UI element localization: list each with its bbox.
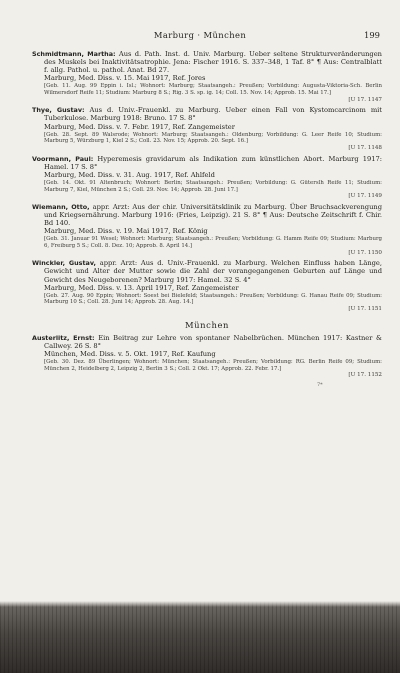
entry-title: appr. Arzt: Aus der chir. Universitätsklinik zu Marburg. Über Bruchsackverengung und Kriegsernährung. Marburg 1916: (Fries, Leipzig). 21 S. 8° ¶ Aus: Deutsche Zeitschrift f. Chir. Bd 140. <box>44 202 382 228</box>
catalog-code: [U 17. 1149 <box>348 193 382 200</box>
page-content <box>32 50 382 388</box>
biographical-details: [Geb. 27. Aug. 90 Eppin; Wohnort: Soest bei Bielefeld; Staatsangeh.: Preußen; Vorbildung: G. Hanau Reife 09; Studium: Marburg 10 S.; Coll. 28. Juni 14; Approb. 28. Aug. 14.] <box>44 292 382 306</box>
author-name: Wiemann, Otto, <box>32 202 90 211</box>
section-heading: München <box>185 319 229 330</box>
author-name: Voormann, Paul: <box>32 154 94 163</box>
catalog-code: [U 17. 1147 <box>348 96 382 103</box>
bibliography-entry <box>32 334 382 379</box>
author-name: Austerlitz, Ernst: <box>32 333 95 342</box>
entry-citation <box>32 334 382 350</box>
page-header <box>0 30 400 44</box>
author-name: Schmidtmann, Martha: <box>32 50 116 58</box>
dissertation-line: Marburg, Med. Diss. v. 15. Mai 1917, Ref. Jores <box>44 74 206 83</box>
author-name: Thye, Gustav: <box>32 106 85 115</box>
catalog-code: [U 17. 1151 <box>348 306 382 313</box>
page-number: 199 <box>364 30 380 40</box>
page-signature-mark: 7* <box>317 381 323 388</box>
entry-title: appr. Arzt: Aus d. Univ.-Frauenkl. zu Marburg. Welchen Einfluss haben Länge, Gewicht und Alter der Mutter sowie die Zahl der vorangegangenen Geburten auf Länge und Gewicht des Neugeborenen? Marburg 1917: Hamel. 32 S. 4° <box>44 259 382 284</box>
catalog-code: [U 17. 1150 <box>348 249 382 256</box>
dissertation-line: Marburg, Med. Diss. v. 13. April 1917, Ref. Zangemeister <box>44 283 239 292</box>
catalog-code: [U 17. 1148 <box>348 145 382 152</box>
entry-citation <box>32 50 382 74</box>
entry-citation <box>32 106 382 122</box>
biographical-details: [Geb. 14. Okt. 91 Altenbruch; Wohnort: Berlin; Staatsangeh.: Preußen; Vorbildung: G. Güterslh Reife 11; Studium: Marburg 7, Kiel, München 2 S.; Coll. 29. Nov. 14; Approb. 28. Juni 17.] <box>44 179 382 193</box>
bibliography-entry <box>32 155 382 200</box>
edge-shade <box>0 601 400 607</box>
biographical-details: [Geb. 30. Dez. 89 Überlingen; Wohnort: München; Staatsangeh.: Preußen; Vorbildung: RG. Berlin Reife 09; Studium: München 2, Heidelberg 2, Leipzig 2, Berlin 3 S.; Coll. 2 Okt. 17; Approb. 22. Febr. 17.] <box>44 358 382 372</box>
running-head: Marburg · München <box>153 30 247 40</box>
dissertation-line: Marburg, Med. Diss. v. 31. Aug. 1917, Ref. Ahlfeld <box>44 170 215 179</box>
bibliography-entry <box>32 259 382 312</box>
bibliography-entry <box>32 106 382 151</box>
dissertation-line: Marburg, Med. Diss. v. 19. Mai 1917, Ref. König <box>44 227 208 236</box>
entry-citation <box>32 155 382 171</box>
entry-citation <box>32 259 382 283</box>
dissertation-line: Marburg, Med. Diss. v. 7. Febr. 1917, Ref. Zangemeister <box>44 122 235 131</box>
bibliography-entry <box>32 50 382 103</box>
bibliography-entry <box>32 203 382 256</box>
author-name: Winckler, Gustav, <box>32 259 96 268</box>
entry-title: Aus d. Univ.-Frauenkl. zu Marburg. Ueber einen Fall von Kystomcarcinom mit Tuberkulose. Marburg 1918: Bruno. 17 S. 8° <box>44 106 382 123</box>
dissertation-line: München, Med. Diss. v. 5. Okt. 1917, Ref. Kaufung <box>44 349 216 358</box>
scan-bottom-edge <box>0 601 400 673</box>
catalog-code: [U 17. 1152 <box>348 372 382 379</box>
entry-title: Aus d. Path. Inst. d. Univ. Marburg. Ueber seltene Strukturveränderungen des Muskels bei Inaktivitätsatrophie. Jena: Fischer 1916. S. 337–348, 1 Taf. 8° ¶ Aus: Centralblatt f. allg. Pathol. u. pathol. Anat. Bd 27. <box>44 50 382 75</box>
entry-title: Ein Beitrag zur Lehre von spontaner Nabelbrüchen. München 1917: Kastner & Callwey. 26 S. 8° <box>44 333 382 350</box>
entry-title: Hyperemesis gravidarum als Indikation zum künstlichen Abort. Marburg 1917: Hamel. 17 S. 8° <box>44 154 382 171</box>
biographical-details: [Geb. 11. Aug. 99 Eppin i. Isl.; Wohnort: Marburg; Staatsangeh.: Preußen; Vorbildung: Augusta-Viktoria-Sch. Berlin Wilmersdorf Reife 11; Studium: Marburg 8 S.; Rig. 3 S. sp. ig. 14; Coll. 15. Nov. 14; Approb. 15. Mai 17.] <box>44 83 382 97</box>
biographical-details: [Geb. 28. Sept. 89 Walsrode; Wohnort: Marburg; Staatsangeh.: Oldenburg; Vorbildung: G. Leer Reife 10; Studium: Marburg 5, Würzburg 1, Kiel 2 S.; Coll. 23. Nov. 15; Approb. 20. Sept. 16.] <box>44 131 382 145</box>
biographical-details: [Geb. 31. Januar 91 Wesel; Wohnort: Marburg; Staatsangeh.: Preußen; Vorbildung: G. Hamm Reife 09; Studium: Marburg 6, Freiburg 5 S.; Coll. 8. Dez. 10; Approb. 8. April 14.] <box>44 236 382 250</box>
entry-citation <box>32 203 382 227</box>
